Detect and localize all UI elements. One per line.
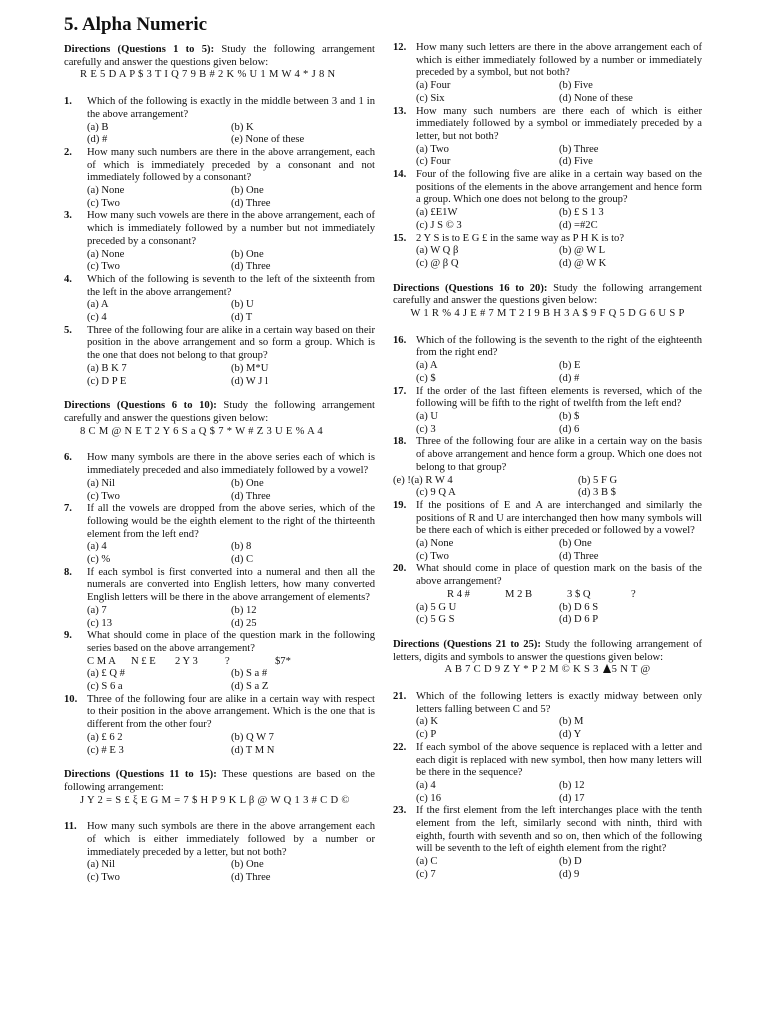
arrangement-3: J Y 2 = S £ ξ E G M = 7 $ H P 9 K L β @ W Q 1 3 # C D © [80, 794, 350, 806]
question-15: 15. 2 Y S is to E G £ in the same way as P H K is to? (a) W Q β (b) @ W L (c) @ β Q (d) @ W K [393, 232, 625, 269]
question-6: 6. How many symbols are there in the above series each of which is immediately preceded and also immediately followed by a vowel? (a) Nil (b) One (c) Two (d) Three [64, 452, 375, 502]
question-8: 8. If each symbol is first converted into a numeral and then all the numerals are converted into English letters, how many converted English letters will be there in the above arrangement of elements? (a) 7 (b) 12 (c) 13 (d) 25 [64, 566, 375, 629]
question-14: 14. Four of the following five are alike in a certain way based on the positions of the elements in the above arrangement and hence form a group. Which one does not belong to the group? (a) £E1W (b) £ S 1 3 (c) J S © 3 (d) =#2C [393, 169, 702, 231]
directions-1-5: Directions (Questions 1 to 5): Study the following arrangement carefully and answer the questions given below: [64, 44, 375, 68]
question-7: 7. If all the vowels are dropped from the above series, which of the following would be the eighth element to the right of the thirteenth element from the left end? (a) 4 (b) 8 (c) % (d) C [64, 503, 375, 566]
question-4: 4. Which of the following is seventh to the left of the sixteenth from the left in the above arrangement? (a) A (b) U (c) 4 (d) T [64, 273, 375, 324]
arrangement-1: R E 5 D A P $ 3 T I Q 7 9 B # 2 K % U 1 M W 4 * J 8 N [80, 69, 336, 81]
question-1: 1. Which of the following is exactly in the middle between 3 and 1 in the above arrangement? (a) B (b) K (d) # (e) None of these [64, 96, 375, 146]
question-17: 17. If the order of the last fifteen elements is reversed, which of the following will be fifth to the right of twelfth from the left end? (a) U (b) $ (c) 3 (d) 6 [393, 385, 702, 435]
question-10: 10. Three of the following four are alike in a certain way with respect to their position in the above arrangement. Which is the one that is different from the other four? (a) £ 6 2 (b) Q W 7 (c) # E 3 (d) T M N [64, 693, 375, 756]
series-20: R 4 # M 2 B 3 $ Q ? [447, 588, 636, 600]
question-20: 20. What should come in place of question mark on the basis of the above arrangement? R 4 # M 2 B 3 $ Q ? (a) 5 G U (b) D 6 S (c) 5 G S (d) D 6 P [393, 563, 702, 626]
directions-16-20: Directions (Questions 16 to 20): Study the following arrangement carefully and answer the questions given below: [393, 282, 702, 307]
question-21: 21. Which of the following letters is exactly midway between only letters falling between C and 5? (a) K (b) M (c) P (d) Y [393, 691, 702, 741]
question-12: 12. How many such letters are there in the above arrangement each of which is either immediately followed by a number or immediately preceded by a symbol, but not both? (a) Four (b) Five (c) Six (d) None of these [393, 42, 702, 104]
question-9: 9. What should come in place of the question mark in the following series based on the above arrangement? C M A N £ E 2 Y 3 ? $7* (a) £ Q # (b) S a # (c) S 6 a (d) S a Z [64, 630, 375, 693]
arrangement-5: A B 7 C D 9 Z Y * P 2 M © K S 3 5 N T @ [444, 664, 651, 676]
question-2: 2. How many such numbers are there in the above arrangement, each of which is immediately preceded by a consonant and not immediately followed by a consonant? (a) None (b) One (c) Two (d) Three [64, 146, 375, 209]
arrangement-2: 8 C M @ N E T 2 Y 6 S a Q $ 7 * W # Z 3 U E % A 4 [80, 425, 324, 437]
question-23: 23. If the first element from the left interchanges place with the tenth element from the left, similarly second with ninth, third with eighth, fourth with seventh and so on, then which of the following will be seventh to the left of eighth element from the right? (a) C (b) D (c) 7 (d) 9 [393, 805, 702, 880]
left-column [64, 42, 375, 885]
question-19: 19. If the positions of E and A are interchanged and similarly the positions of R and U are interchanged then how many symbols will be there each of which is either preceded or followed by a vowel? (a) None (b) One (c) Two (d) Three [393, 499, 702, 562]
question-22: 22. If each symbol of the above sequence is replaced with a letter and each digit is replaced with new symbol, then how many letters will be there in the sequence? (a) 4 (b) 12 (c) 16 (d) 17 [393, 741, 702, 804]
question-16: 16. Which of the following is the seventh to the right of the eighteenth from the right end? (a) A (b) E (c) $ (d) # [393, 334, 702, 384]
question-3: 3. How many such vowels are there in the above arrangement, each of which is immediately followed by a number but not immediately preceded by a consonant? (a) None (b) One (c) Two (d) Three [64, 210, 375, 273]
question-18: 18. Three of the following four are alike in a certain way on the basis of above arrangement and hence form a group. Which one does not belong to that group? (e) !(a) R W 4 (b) 5 F G (c) 9 Q A (d) 3 B $ [393, 436, 702, 499]
directions-21-25: Directions (Questions 21 to 25): Study the following arrangement of letters, digits and symbols to answer the questions given below: [393, 638, 702, 663]
up-arrow-icon [603, 664, 611, 673]
arrangement-4: W 1 R % 4 J E # 7 M T 2 I 9 B H 3 A $ 9 F Q 5 D G 6 U S P [410, 308, 685, 320]
right-column [393, 42, 702, 882]
page-title: 5. Alpha Numeric [64, 14, 208, 35]
directions-6-10: Directions (Questions 6 to 10): Study the following arrangement carefully and answer the questions given below: [64, 400, 375, 424]
directions-11-15: Directions (Questions 11 to 15): These questions are based on the following arrangement: [64, 769, 375, 793]
question-5: 5. Three of the following four are alike in a certain way based on their position in the above arrangement and so form a group. Which is the one that does not belong to that group? (a) B K 7 (b) M*U (c) D P E (d) W J l [64, 324, 375, 387]
series-9: C M A N £ E 2 Y 3 ? $7* [87, 655, 291, 667]
question-13: 13. How many such numbers are there each of which is either immediately followed by a symbol or immediately preceded by a letter, but not both? (a) Two (b) Three (c) Four (d) Five [393, 105, 702, 168]
question-11: 11. How many such symbols are there in the above arrangement each of which is either immediately followed by a number or immediately preceded by a letter, but not both? (a) Nil (b) One (c) Two (d) Three [64, 821, 375, 884]
